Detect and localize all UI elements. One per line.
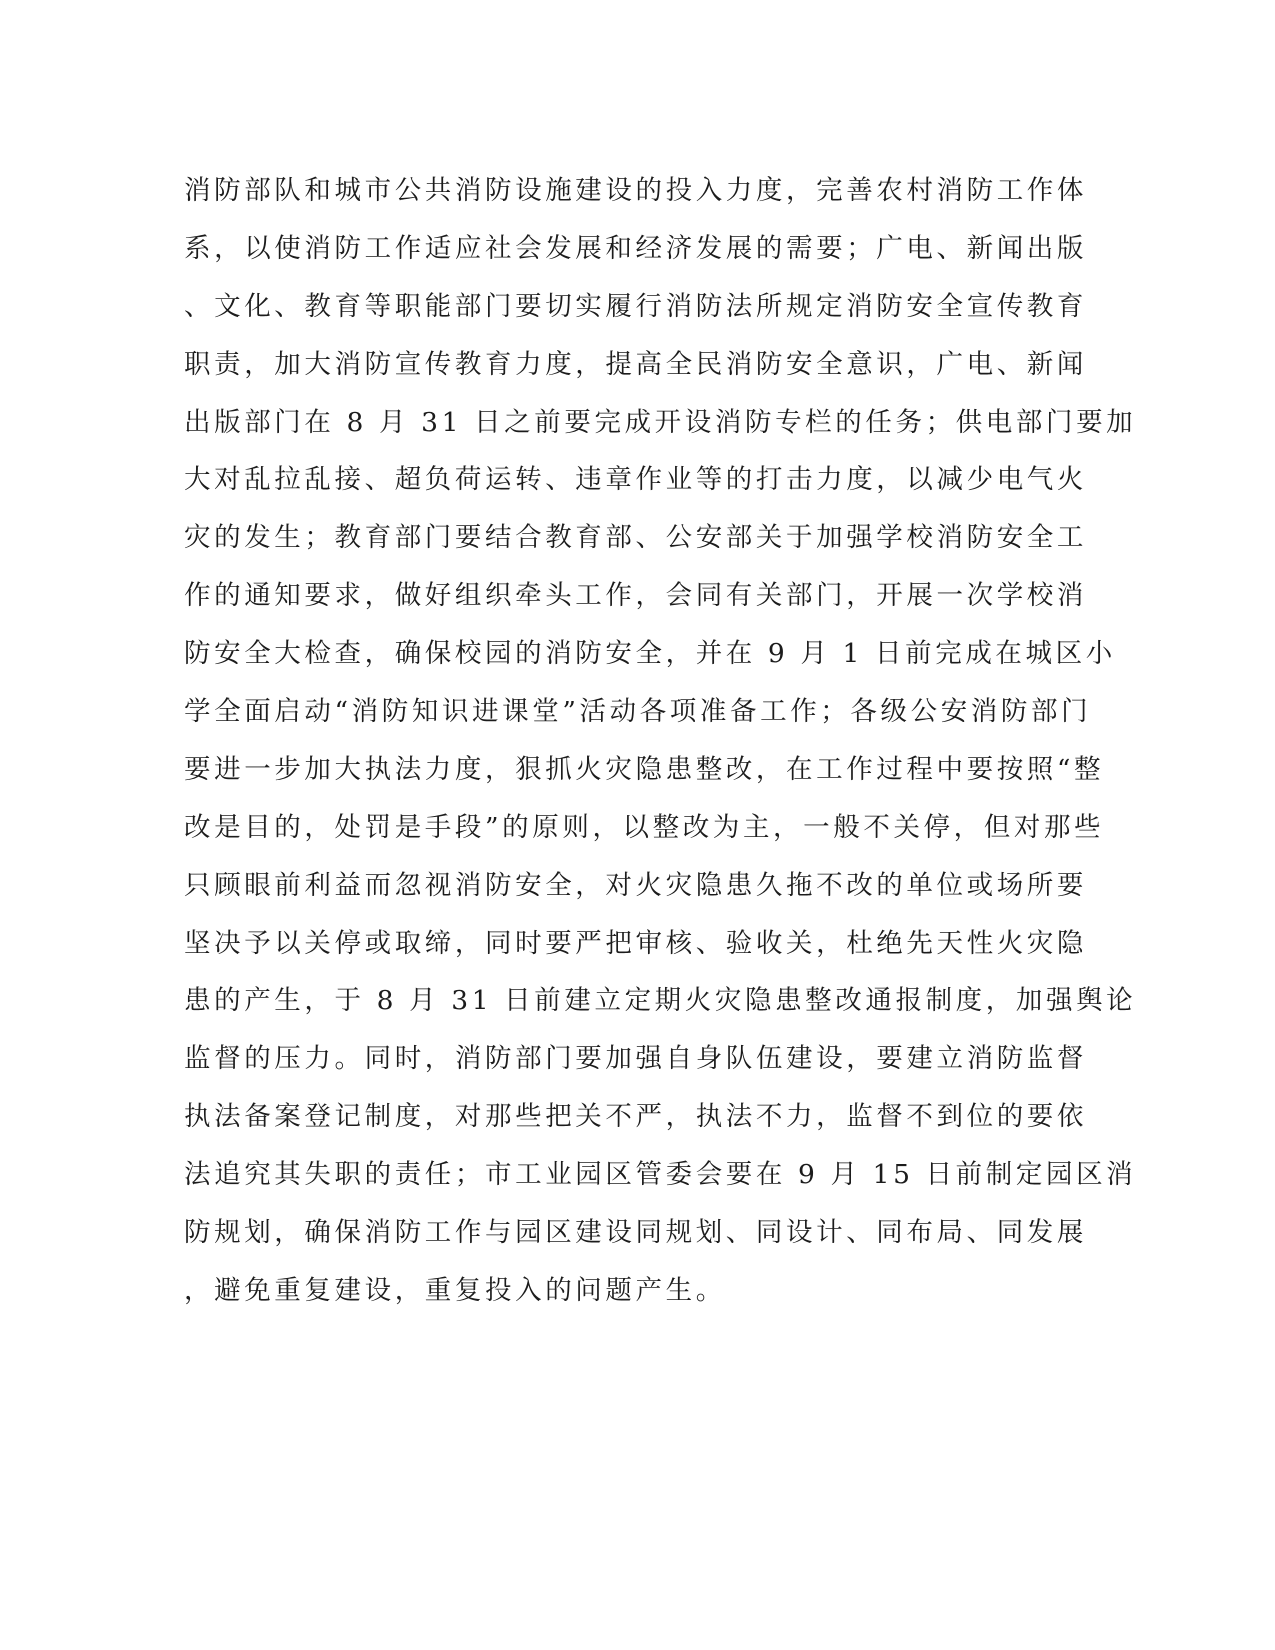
text-line: 改是目的，处罚是手段”的原则，以整改为主，一般不关停，但对那些 — [184, 811, 1105, 843]
text-line: 法追究其失职的责任；市工业园区管委会要在 9 月 15 日前制定园区消 — [184, 1159, 1137, 1191]
text-line: 患的产生，于 8 月 31 日前建立定期火灾隐患整改通报制度，加强舆论 — [184, 985, 1137, 1017]
text-line: 系，以使消防工作适应社会发展和经济发展的需要；广电、新闻出版 — [184, 232, 1087, 264]
text-line: 监督的压力。同时，消防部门要加强自身队伍建设，要建立消防监督 — [184, 1043, 1087, 1075]
text-line: ，避免重复建设，重复投入的问题产生。 — [184, 1274, 726, 1306]
body-paragraph — [184, 162, 1137, 1320]
text-line: 防规划，确保消防工作与园区建设同规划、同设计、同布局、同发展 — [184, 1217, 1087, 1249]
text-line: 职责，加大消防宣传教育力度，提高全民消防安全意识，广电、新闻 — [184, 348, 1087, 380]
text-line: 坚决予以关停或取缔，同时要严把审核、验收关，杜绝先天性火灾隐 — [184, 927, 1087, 959]
text-line: 作的通知要求，做好组织牵头工作，会同有关部门，开展一次学校消 — [184, 580, 1087, 612]
text-line: 灾的发生；教育部门要结合教育部、公安部关于加强学校消防安全工 — [184, 522, 1087, 554]
text-line: 要进一步加大执法力度，狠抓火灾隐患整改，在工作过程中要按照“整 — [184, 753, 1105, 785]
text-line: 出版部门在 8 月 31 日之前要完成开设消防专栏的任务；供电部门要加 — [184, 406, 1137, 438]
text-line: 学全面启动“消防知识进课堂”活动各项准备工作；各级公安消防部门 — [184, 696, 1092, 728]
text-line: 大对乱拉乱接、超负荷运转、违章作业等的打击力度，以减少电气火 — [184, 464, 1087, 496]
text-line: 只顾眼前利益而忽视消防安全，对火灾隐患久拖不改的单位或场所要 — [184, 869, 1087, 901]
text-line: 防安全大检查，确保校园的消防安全，并在 9 月 1 日前完成在城区小 — [184, 638, 1116, 670]
text-line: 、文化、教育等职能部门要切实履行消防法所规定消防安全宣传教育 — [184, 290, 1087, 322]
text-line: 执法备案登记制度，对那些把关不严，执法不力，监督不到位的要依 — [184, 1101, 1087, 1133]
text-line: 消防部队和城市公共消防设施建设的投入力度，完善农村消防工作体 — [184, 175, 1087, 206]
